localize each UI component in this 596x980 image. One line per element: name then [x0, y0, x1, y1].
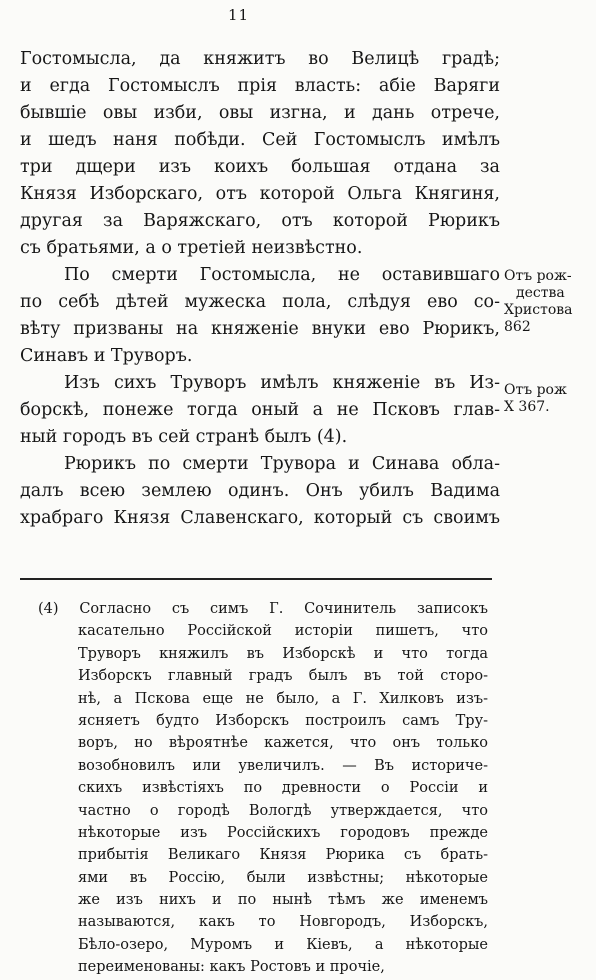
text-line: храбраго Князя Славенскаго, который съ своимъ [20, 508, 500, 528]
footnote-line: воръ, но вѣроятнѣе кажется, что онъ только [78, 735, 488, 752]
footnote-line: ями въ Россію, были извѣстны; нѣкоторые [78, 869, 488, 886]
text-line: Изъ сихъ Труворъ имѣлъ княженіе въ Из- [64, 373, 500, 393]
footnote-line: Труворъ княжилъ въ Изборскѣ и что тогда [78, 645, 488, 662]
text-line: Синавъ и Труворъ. [20, 346, 193, 366]
text-line: вѣту призваны на княженіе внуки ево Рюрикъ, [20, 319, 500, 339]
text-line: Князя Изборскаго, отъ которой Ольга Княгиня, [20, 184, 500, 204]
footnote-line: нѣ, а Пскова еще не было, а Г. Хилковъ изъ- [78, 690, 488, 707]
footnote-line: возобновилъ или увеличилъ. — Въ историче- [78, 757, 488, 774]
footnote [38, 598, 488, 979]
footnote-line: ясняетъ будто Изборскъ построилъ самъ Тру- [78, 712, 488, 729]
text-line: далъ всею землею одинъ. Онъ убилъ Вадима [20, 481, 500, 501]
footnote-line: Бѣло-озеро, Муромъ и Кіевъ, а нѣкоторые [78, 936, 488, 953]
margin-note-line: 862 [504, 319, 531, 335]
page-number: 11 [228, 6, 250, 24]
text-line: борскѣ, понеже тогда оный а не Псковъ глав- [20, 400, 500, 420]
footnote-line: называются, какъ то Новгородъ, Изборскъ, [78, 914, 488, 931]
footnote-line: Изборскъ главный градъ былъ въ той сторо- [78, 668, 488, 685]
text-line: и егда Гостомыслъ прія власть: абіе Варяги [20, 76, 500, 96]
text-line: По смерти Гостомысла, не оставившаго [64, 265, 500, 285]
text-line: другая за Варяжскаго, отъ которой Рюрикъ [20, 211, 500, 231]
margin-note-date-867 [504, 382, 596, 416]
text-line: по себѣ дѣтей мужеска пола, слѣдуя ево со- [20, 292, 500, 312]
text-line: три дщери изъ коихъ большая отдана за [20, 157, 500, 177]
footnote-line: прибытія Великаго Князя Рюрика съ брать- [78, 847, 488, 864]
margin-note-line: Отъ рож [504, 382, 567, 398]
text-line: бывшіе овы изби, овы изгна, и дань отрече, [20, 103, 500, 123]
text-line: ный городъ въ сей странѣ былъ (4). [20, 427, 348, 447]
margin-note-line: Отъ рож- [504, 268, 572, 284]
footnote-line: частно о городѣ Вологдѣ утверждается, что [78, 802, 488, 819]
margin-note-line: дества [516, 285, 565, 301]
text-line: и шедъ наня побѣди. Сей Гостомыслъ имѣлъ [20, 130, 500, 150]
footnote-line: касательно Россійской исторіи пишетъ, что [78, 623, 488, 640]
footnote-line: переименованы: какъ Ростовъ и прочіе, [78, 959, 385, 976]
margin-note-date-862 [504, 268, 596, 336]
main-text [20, 46, 500, 532]
footnote-divider [20, 578, 492, 580]
footnote-line: нѣкоторые изъ Россійскихъ городовъ прежде [78, 824, 488, 841]
footnote-line: (4) Согласно съ симъ Г. Сочинитель записокъ [38, 601, 488, 617]
margin-note-line: Х 367. [504, 399, 550, 415]
text-line: Рюрикъ по смерти Трувора и Синава обла- [64, 454, 500, 474]
margin-note-line: Христова [504, 302, 573, 318]
text-line: съ братьями, а о третіей неизвѣстно. [20, 238, 363, 258]
text-line: Гостомысла, да княжитъ во Велицѣ градѣ; [20, 49, 500, 69]
footnote-line: скихъ извѣстіяхъ по древности о Россіи и [78, 780, 488, 797]
footnote-line: же изъ нихъ и по нынѣ тѣмъ же именемъ [78, 892, 488, 909]
